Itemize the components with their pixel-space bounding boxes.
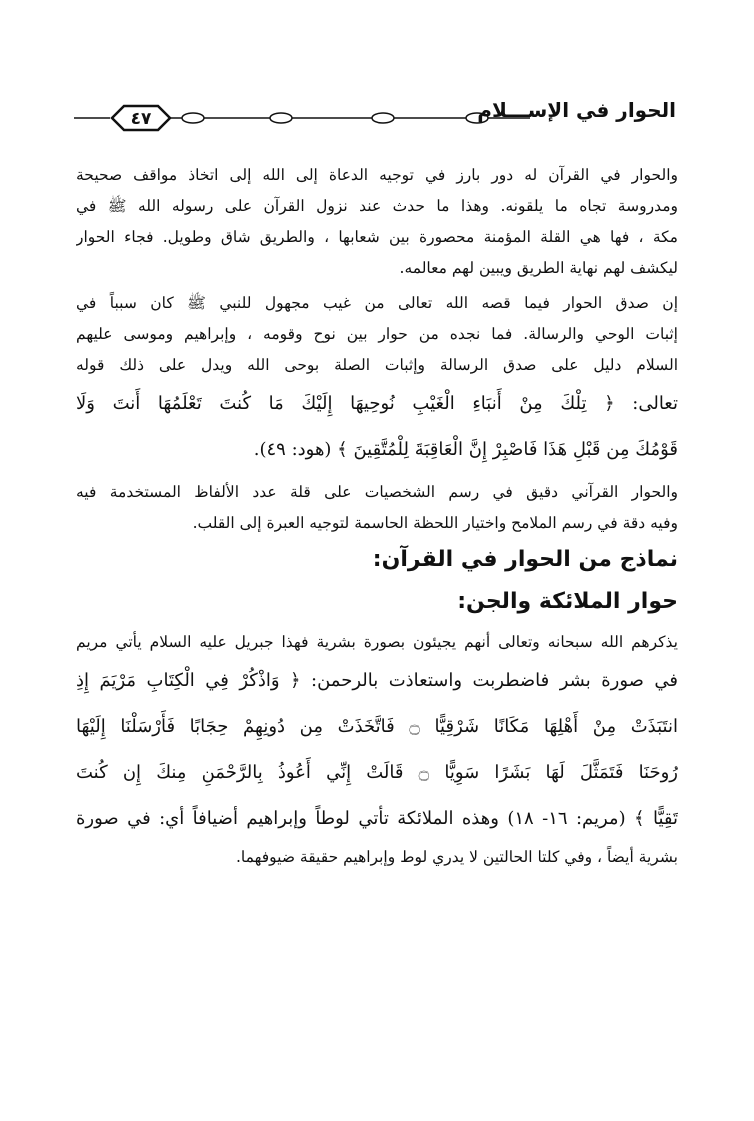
text-line: إثبات الوحي والرسالة. فما نجده من حوار بين نوح وقومه ، وإبراهيم وموسى عليهم — [76, 325, 678, 343]
text-line: والحوار في القرآن له دور بارز في توجيه الدعاة إلى الله إلى اتخاذ مواقف صحيحة — [76, 166, 678, 184]
quran-verse-line: قَوْمُكَ مِن قَبْلِ هَذَا فَاصْبِرْ إِنَّ الْعَاقِبَةَ لِلْمُتَّقِينَ ﴾ (هود: ٤٩). — [253, 439, 678, 460]
text-line: مكة ، فها هي القلة المؤمنة محصورة بين شعابها ، والطريق شاق وطويل. فجاء الحوار — [76, 228, 678, 246]
text-line: يذكرهم الله سبحانه وتعالى أنهم يجيئون بصورة بشرية فهذا جبريل عليه السلام يأتي مريم — [76, 633, 678, 651]
text-line: السلام دليل على صدق الرسالة وإثبات الصلة بوحى الله ويدل على ذلك قوله — [76, 356, 678, 374]
paragraph — [76, 160, 678, 284]
subsection-heading: حوار الملائكة والجن: — [457, 589, 678, 614]
page-header — [72, 92, 676, 138]
text-line: وفيه دقة في رسم الملامح واختيار اللحظة الحاسمة لتوجيه العبرة إلى القلب. — [192, 514, 678, 532]
section-heading: نماذج من الحوار في القرآن: — [372, 547, 678, 572]
paragraph — [76, 627, 678, 873]
text-line: ومدروسة تجاه ما يلقونه. وهذا ما حدث عند نزول القرآن على رسوله الله ﷺ في — [76, 197, 678, 215]
text-line: إن صدق الحوار فيما قصه الله تعالى من غيب مجهول للنبي ﷺ كان سبباً في — [76, 294, 678, 312]
paragraph — [76, 477, 678, 539]
text-line: بشرية أيضاً ، وفي كلتا الحالتين لا يدري لوط وإبراهيم حقيقة ضيوفهما. — [235, 848, 678, 866]
text-line: ليكشف لهم نهاية الطريق ويبين لهم معالمه. — [399, 259, 678, 277]
text-line: والحوار القرآني دقيق في رسم الشخصيات على قلة عدد الألفاظ المستخدمة فيه — [76, 483, 678, 501]
page-number: ٤٧ — [130, 109, 152, 129]
quran-verse-line: رُوحَنَا فَتَمَثَّلَ لَهَا بَشَرًا سَوِيًّا ۝ قَالَتْ إِنِّي أَعُوذُ بِالرَّحْمَنِ مِنكَ إِن كُنتَ — [76, 762, 678, 783]
running-title: الحوار في الإســـلام — [477, 98, 676, 122]
header-ornament-rule — [72, 92, 532, 138]
quran-verse-line: تَقِيًّا ﴾ (مريم: ١٦- ١٨) وهذه الملائكة تأتي لوطاً وإبراهيم أضيافاً أي: في صورة — [76, 808, 678, 829]
quran-verse-line: انتَبَذَتْ مِنْ أَهْلِهَا مَكَانًا شَرْقِيًّا ۝ فَاتَّخَذَتْ مِن دُونِهِمْ حِجَابًا فَأَرْسَلْنَا إِلَيْهَا — [76, 716, 678, 737]
quran-verse-line: تعالى: ﴿ تِلْكَ مِنْ أَنبَاءِ الْغَيْبِ نُوحِيهَا إِلَيْكَ مَا كُنتَ تَعْلَمُهَا أَنتَ وَلَا — [76, 393, 678, 414]
page-body — [76, 160, 678, 873]
paragraph — [76, 288, 678, 473]
quran-verse-line: في صورة بشر فاضطربت واستعاذت بالرحمن: ﴿ وَاذْكُرْ فِي الْكِتَابِ مَرْيَمَ إِذِ — [76, 670, 678, 691]
